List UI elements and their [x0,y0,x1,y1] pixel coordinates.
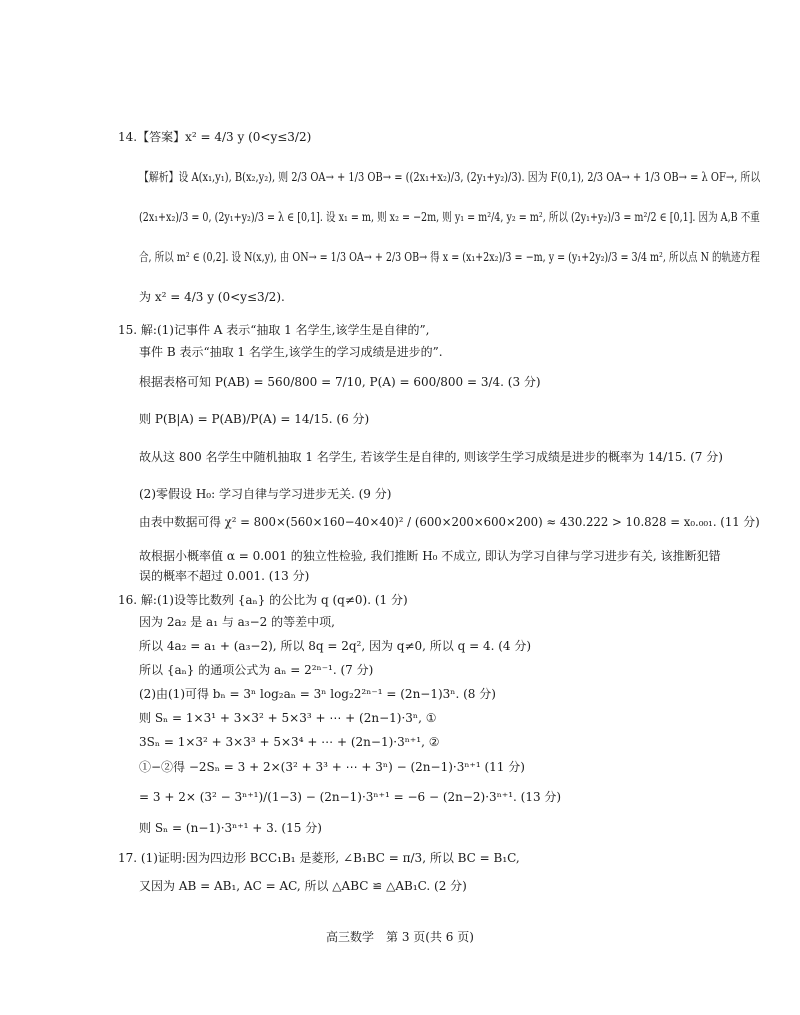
q16-line-6: 则 Sₙ = 1×3¹ + 3×3² + 5×3³ + ⋯ + (2n−1)·3ⁿ, ① [139,711,437,725]
q15-line-2: 事件 B 表示“抽取 1 名学生,该学生的学习成绩是进步的”. [139,345,443,359]
q16-line-7: 3Sₙ = 1×3² + 3×3³ + 5×3⁴ + ⋯ + (2n−1)·3ⁿ⁺¹, ② [139,735,440,749]
q14-analysis-line-1: 【解析】设 A(x₁,y₁), B(x₂,y₂), 则 2/3 OA→ + 1/3 OB→ = ((2x₁+x₂)/3, (2y₁+y₂)/3). 因为 F(0,1), 2/3 OA→ + 1/3 OB→ = λ OF→, 所以 [139,170,761,184]
q16-line-2: 因为 2a₂ 是 a₁ 与 a₃−2 的等差中项, [139,615,335,629]
q15-line-6: (2)零假设 H₀: 学习自律与学习进步无关. (9 分) [139,487,392,501]
q15-line-8: 故根据小概率值 α = 0.001 的独立性检验, 我们推断 H₀ 不成立, 即认为学习自律与学习进步有关, 该推断犯错 [139,549,721,563]
q16-line-10: 则 Sₙ = (n−1)·3ⁿ⁺¹ + 3. (15 分) [139,821,322,835]
q16-line-3: 所以 4a₂ = a₁ + (a₃−2), 所以 8q = 2q², 因为 q≠0, 所以 q = 4. (4 分) [139,639,532,653]
q16-line-5: (2)由(1)可得 bₙ = 3ⁿ log₂aₙ = 3ⁿ log₂2²ⁿ⁻¹ = (2n−1)3ⁿ. (8 分) [139,687,496,701]
q16-line-1: 16. 解:(1)设等比数列 {aₙ} 的公比为 q (q≠0). (1 分) [118,593,408,607]
q14-analysis-line-2: (2x₁+x₂)/3 = 0, (2y₁+y₂)/3 = λ ∈ [0,1]. 设 x₁ = m, 则 x₂ = −2m, 则 y₁ = m²/4, y₂ = m², 所以 (2y₁+y₂)/3 = m²/2 ∈ [0,1]. 因为 A,B 不重 [139,210,760,224]
q17-line-1: 17. (1)证明:因为四边形 BCC₁B₁ 是菱形, ∠B₁BC = π/3, 所以 BC = B₁C, [118,851,520,865]
q15-line-7: 由表中数据可得 χ² = 800×(560×160−40×40)² / (600×200×600×200) ≈ 430.222 > 10.828 = x₀.₀₀₁. (11 分) [139,515,760,529]
q14-analysis-line-4: 为 x² = 4/3 y (0<y≤3/2). [139,290,285,304]
q15-line-4: 则 P(B|A) = P(AB)/P(A) = 14/15. (6 分) [139,412,370,426]
q15-line-5: 故从这 800 名学生中随机抽取 1 名学生, 若该学生是自律的, 则该学生学习成绩是进步的概率为 14/15. (7 分) [139,450,723,464]
q16-line-8: ①−②得 −2Sₙ = 3 + 2×(3² + 3³ + ⋯ + 3ⁿ) − (2n−1)·3ⁿ⁺¹ (11 分) [139,760,525,774]
q16-line-4: 所以 {aₙ} 的通项公式为 aₙ = 2²ⁿ⁻¹. (7 分) [139,663,374,677]
q16-line-9: = 3 + 2× (3² − 3ⁿ⁺¹)/(1−3) − (2n−1)·3ⁿ⁺¹ = −6 − (2n−2)·3ⁿ⁺¹. (13 分) [139,790,562,804]
page-footer: 高三数学 第 3 页(共 6 页) [326,930,474,944]
q14-analysis-line-3: 合, 所以 m² ∈ (0,2]. 设 N(x,y), 由 ON→ = 1/3 OA→ + 2/3 OB→ 得 x = (x₁+2x₂)/3 = −m, y = (y₁+2y₂)/3 = 3/4 m², 所以点 N 的轨迹方程 [139,250,760,264]
q15-line-1: 15. 解:(1)记事件 A 表示“抽取 1 名学生,该学生是自律的”, [118,323,430,337]
q17-line-2: 又因为 AB = AB₁, AC = AC, 所以 △ABC ≌ △AB₁C. (2 分) [139,879,467,893]
q15-line-3: 根据表格可知 P(AB) = 560/800 = 7/10, P(A) = 600/800 = 3/4. (3 分) [139,375,541,389]
q14-answer: 14.【答案】x² = 4/3 y (0<y≤3/2) [118,130,312,144]
q15-line-9: 误的概率不超过 0.001. (13 分) [139,569,310,583]
